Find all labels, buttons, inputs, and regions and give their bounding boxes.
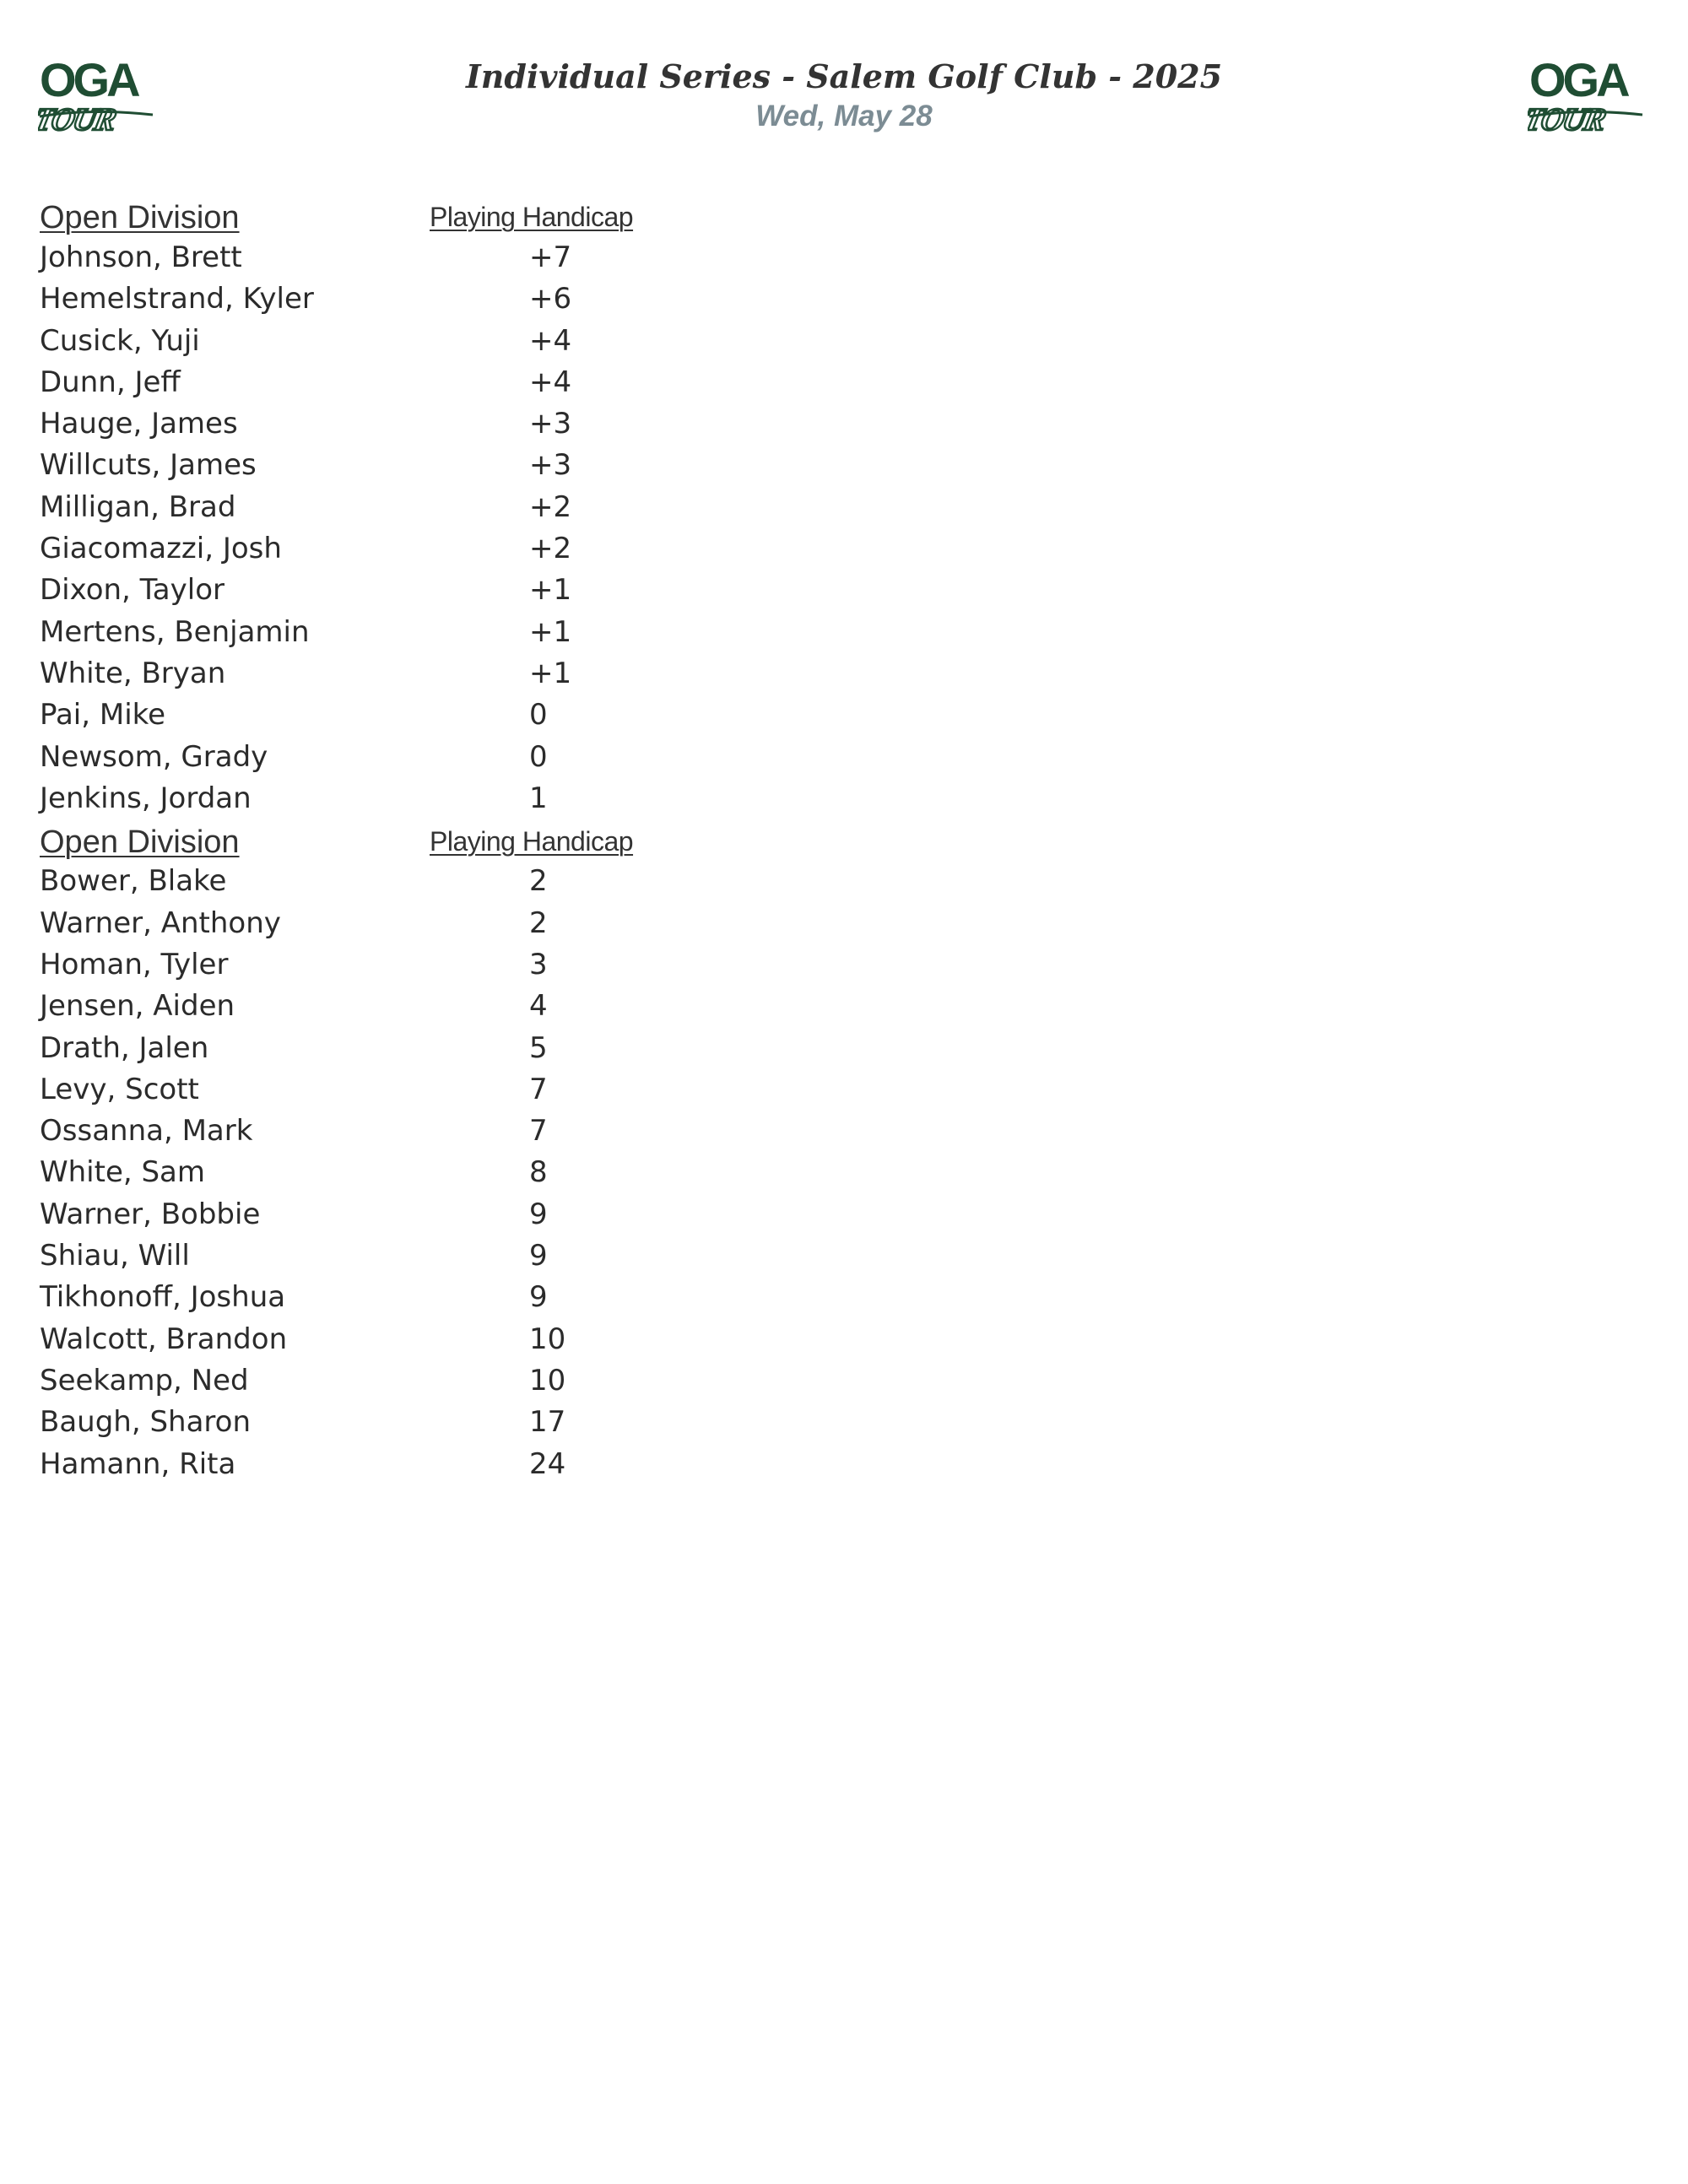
player-row xyxy=(40,652,799,694)
player-row xyxy=(40,1068,799,1110)
player-row xyxy=(40,611,799,652)
player-handicap: +3 xyxy=(529,448,572,483)
player-name: Newsom, Grady xyxy=(40,739,268,774)
svg-text:OGA: OGA xyxy=(1529,56,1627,106)
player-handicap: +1 xyxy=(529,614,572,649)
player-handicap: 7 xyxy=(529,1114,548,1149)
player-name: Tikhonoff, Joshua xyxy=(40,1280,286,1315)
player-name: Mertens, Benjamin xyxy=(40,614,310,649)
player-handicap: +2 xyxy=(529,532,572,566)
player-row xyxy=(40,736,799,777)
player-name: Johnson, Brett xyxy=(40,240,242,274)
player-handicap: 2 xyxy=(529,864,548,899)
player-name: Dixon, Taylor xyxy=(40,573,225,608)
player-row xyxy=(40,236,799,278)
player-row xyxy=(40,278,799,320)
player-name: Giacomazzi, Josh xyxy=(40,532,282,566)
player-handicap: 9 xyxy=(529,1280,548,1315)
player-name: Seekamp, Ned xyxy=(40,1363,249,1397)
player-handicap: 10 xyxy=(529,1322,566,1356)
player-handicap: +3 xyxy=(529,407,572,441)
player-name: Walcott, Brandon xyxy=(40,1322,288,1356)
player-row xyxy=(40,1027,799,1068)
player-row xyxy=(40,695,799,736)
player-name: Baugh, Sharon xyxy=(40,1405,252,1440)
player-name: Pai, Mike xyxy=(40,698,166,733)
player-row xyxy=(40,570,799,611)
player-row xyxy=(40,527,799,569)
player-name: Ossanna, Mark xyxy=(40,1114,253,1149)
player-name: Dunn, Jeff xyxy=(40,365,181,399)
division-header xyxy=(40,195,799,236)
player-name: Shiau, Will xyxy=(40,1239,190,1273)
player-row xyxy=(40,486,799,527)
player-name: Drath, Jalen xyxy=(40,1030,209,1065)
player-row xyxy=(40,403,799,444)
player-handicap: 1 xyxy=(529,781,548,815)
player-row xyxy=(40,943,799,985)
player-handicap: 9 xyxy=(529,1197,548,1231)
player-name: Hemelstrand, Kyler xyxy=(40,282,314,316)
event-date: Wed, May 28 xyxy=(755,100,933,132)
player-roster xyxy=(40,195,799,1484)
player-handicap: 24 xyxy=(529,1446,566,1481)
player-row xyxy=(40,1318,799,1360)
player-handicap: 5 xyxy=(529,1030,548,1065)
player-name: Bower, Blake xyxy=(40,864,227,899)
player-handicap: 2 xyxy=(529,905,548,940)
player-row xyxy=(40,1402,799,1443)
division-title: Open Division xyxy=(40,200,240,236)
player-name: Levy, Scott xyxy=(40,1072,199,1106)
player-row xyxy=(40,986,799,1027)
player-handicap: +1 xyxy=(529,573,572,608)
player-name: Warner, Anthony xyxy=(40,905,281,940)
player-handicap: +4 xyxy=(529,323,572,358)
player-row xyxy=(40,445,799,486)
player-handicap: 4 xyxy=(529,989,548,1024)
player-name: Milligan, Brad xyxy=(40,489,236,524)
handicap-column-header: Playing Handicap xyxy=(430,825,634,857)
player-name: Warner, Bobbie xyxy=(40,1197,261,1231)
division-header xyxy=(40,819,799,860)
player-row xyxy=(40,1111,799,1152)
player-handicap: 7 xyxy=(529,1072,548,1106)
player-handicap: 10 xyxy=(529,1363,566,1397)
player-row xyxy=(40,861,799,902)
svg-text:TOUR: TOUR xyxy=(38,102,118,138)
player-handicap: +7 xyxy=(529,240,572,274)
player-row xyxy=(40,1152,799,1193)
player-name: White, Bryan xyxy=(40,656,226,690)
player-row xyxy=(40,1360,799,1401)
player-name: Jensen, Aiden xyxy=(40,989,235,1024)
player-handicap: +4 xyxy=(529,365,572,399)
player-handicap: 9 xyxy=(529,1239,548,1273)
player-handicap: +1 xyxy=(529,656,572,690)
page-title: Individual Series - Salem Golf Club - 2025 xyxy=(465,57,1223,95)
player-name: Willcuts, James xyxy=(40,448,257,483)
player-handicap: 0 xyxy=(529,698,548,733)
player-name: White, Sam xyxy=(40,1155,206,1190)
player-row xyxy=(40,1277,799,1318)
player-name: Hauge, James xyxy=(40,407,238,441)
player-row xyxy=(40,361,799,403)
svg-text:OGA: OGA xyxy=(40,56,138,106)
handicap-column-header: Playing Handicap xyxy=(430,202,634,233)
player-name: Jenkins, Jordan xyxy=(40,781,252,815)
svg-text:TOUR: TOUR xyxy=(1528,102,1608,138)
player-handicap: 17 xyxy=(529,1405,566,1440)
player-row xyxy=(40,777,799,819)
player-row xyxy=(40,320,799,361)
player-handicap: 0 xyxy=(529,739,548,774)
player-handicap: 8 xyxy=(529,1155,548,1190)
player-row xyxy=(40,1235,799,1276)
division-title: Open Division xyxy=(40,824,240,860)
player-handicap: +6 xyxy=(529,282,572,316)
player-handicap: +2 xyxy=(529,489,572,524)
player-name: Cusick, Yuji xyxy=(40,323,200,358)
player-row xyxy=(40,1193,799,1235)
player-row xyxy=(40,1443,799,1484)
player-row xyxy=(40,902,799,943)
player-name: Homan, Tyler xyxy=(40,947,229,981)
page-header xyxy=(0,56,1688,135)
player-name: Hamann, Rita xyxy=(40,1446,236,1481)
player-handicap: 3 xyxy=(529,947,548,981)
